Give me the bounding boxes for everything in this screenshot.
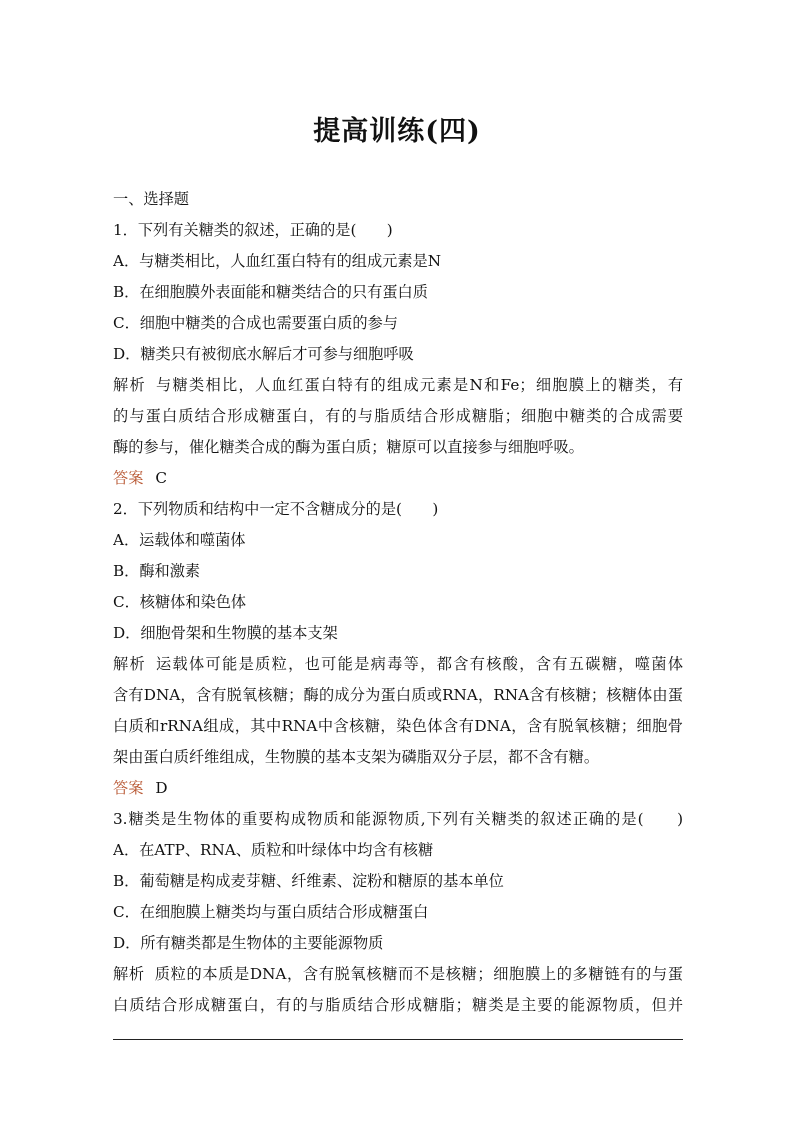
question-2-option-b: B．酶和激素 xyxy=(113,562,201,580)
page-title: 提高训练(四) xyxy=(313,116,481,147)
question-1-analysis-line-1: 解析 与糖类相比，人血红蛋白特有的组成元素是N和Fe；细胞膜上的糖类，有 xyxy=(113,376,683,394)
question-1-analysis-label: 解析 xyxy=(113,376,147,394)
question-1-analysis-line-3: 酶的参与，催化糖类合成的酶为蛋白质；糖原可以直接参与细胞呼吸。 xyxy=(113,438,584,456)
question-2-option-d: D．细胞骨架和生物膜的基本支架 xyxy=(113,624,338,642)
question-3-option-a: A．在ATP、RNA、质粒和叶绿体中均含有核糖 xyxy=(113,841,434,859)
question-2-analysis-line-4: 架由蛋白质纤维组成，生物膜的基本支架为磷脂双分子层，都不含有糖。 xyxy=(113,748,599,766)
question-2-analysis-line-1: 解析 运载体可能是质粒，也可能是病毒等，都含有核酸，含有五碳糖，噬菌体 xyxy=(113,655,683,673)
question-1-answer-value: C xyxy=(155,469,167,487)
section-heading: 一、选择题 xyxy=(113,190,189,208)
question-2-answer xyxy=(113,773,683,804)
question-2-option-a: A．运载体和噬菌体 xyxy=(113,531,246,549)
question-2-analysis-line-3: 白质和rRNA组成，其中RNA中含核糖，染色体含有DNA，含有脱氧核糖；细胞骨 xyxy=(113,717,683,735)
question-3-option-b: B．葡萄糖是构成麦芽糖、纤维素、淀粉和糖原的基本单位 xyxy=(113,872,504,890)
question-3-option-d: D．所有糖类都是生物体的主要能源物质 xyxy=(113,934,384,952)
question-3-analysis-line-2: 白质结合形成糖蛋白，有的与脂质结合形成糖脂；糖类是主要的能源物质，但并 xyxy=(113,996,683,1014)
question-1-option-c: C．细胞中糖类的合成也需要蛋白质的参与 xyxy=(113,314,398,332)
question-2-option-c: C．核糖体和染色体 xyxy=(113,593,247,611)
question-1-answer xyxy=(113,463,683,494)
question-2-analysis-label: 解析 xyxy=(113,655,147,673)
question-1-option-b: B．在细胞膜外表面能和糖类结合的只有蛋白质 xyxy=(113,283,428,301)
question-2-stem: 2．下列物质和结构中一定不含糖成分的是( ) xyxy=(113,500,439,518)
question-2-answer-value: D xyxy=(155,779,168,797)
question-1-option-a: A．与糖类相比，人血红蛋白特有的组成元素是N xyxy=(113,252,442,270)
question-2-answer-label: 答案 xyxy=(113,779,144,797)
question-3-option-c: C．在细胞膜上糖类均与蛋白质结合形成糖蛋白 xyxy=(113,903,429,921)
question-1-stem: 1．下列有关糖类的叙述，正确的是( ) xyxy=(113,221,393,239)
document-body xyxy=(113,184,683,1021)
question-3-stem: 3.糖类是生物体的重要构成物质和能源物质,下列有关糖类的叙述正确的是( ) xyxy=(113,810,683,828)
question-1-option-d: D．糖类只有被彻底水解后才可参与细胞呼吸 xyxy=(113,345,414,363)
footer-divider xyxy=(113,1039,683,1040)
question-1-analysis-line-2: 的与蛋白质结合形成糖蛋白，有的与脂质结合形成糖脂；细胞中糖类的合成需要 xyxy=(113,407,683,425)
question-2-analysis-line-2: 含有DNA，含有脱氧核糖；酶的成分为蛋白质或RNA，RNA含有核糖；核糖体由蛋 xyxy=(113,686,683,704)
question-1-answer-label: 答案 xyxy=(113,469,144,487)
question-3-analysis-line-1: 解析 质粒的本质是DNA，含有脱氧核糖而不是核糖；细胞膜上的多糖链有的与蛋 xyxy=(113,965,683,983)
question-3-analysis-label: 解析 xyxy=(113,965,145,983)
